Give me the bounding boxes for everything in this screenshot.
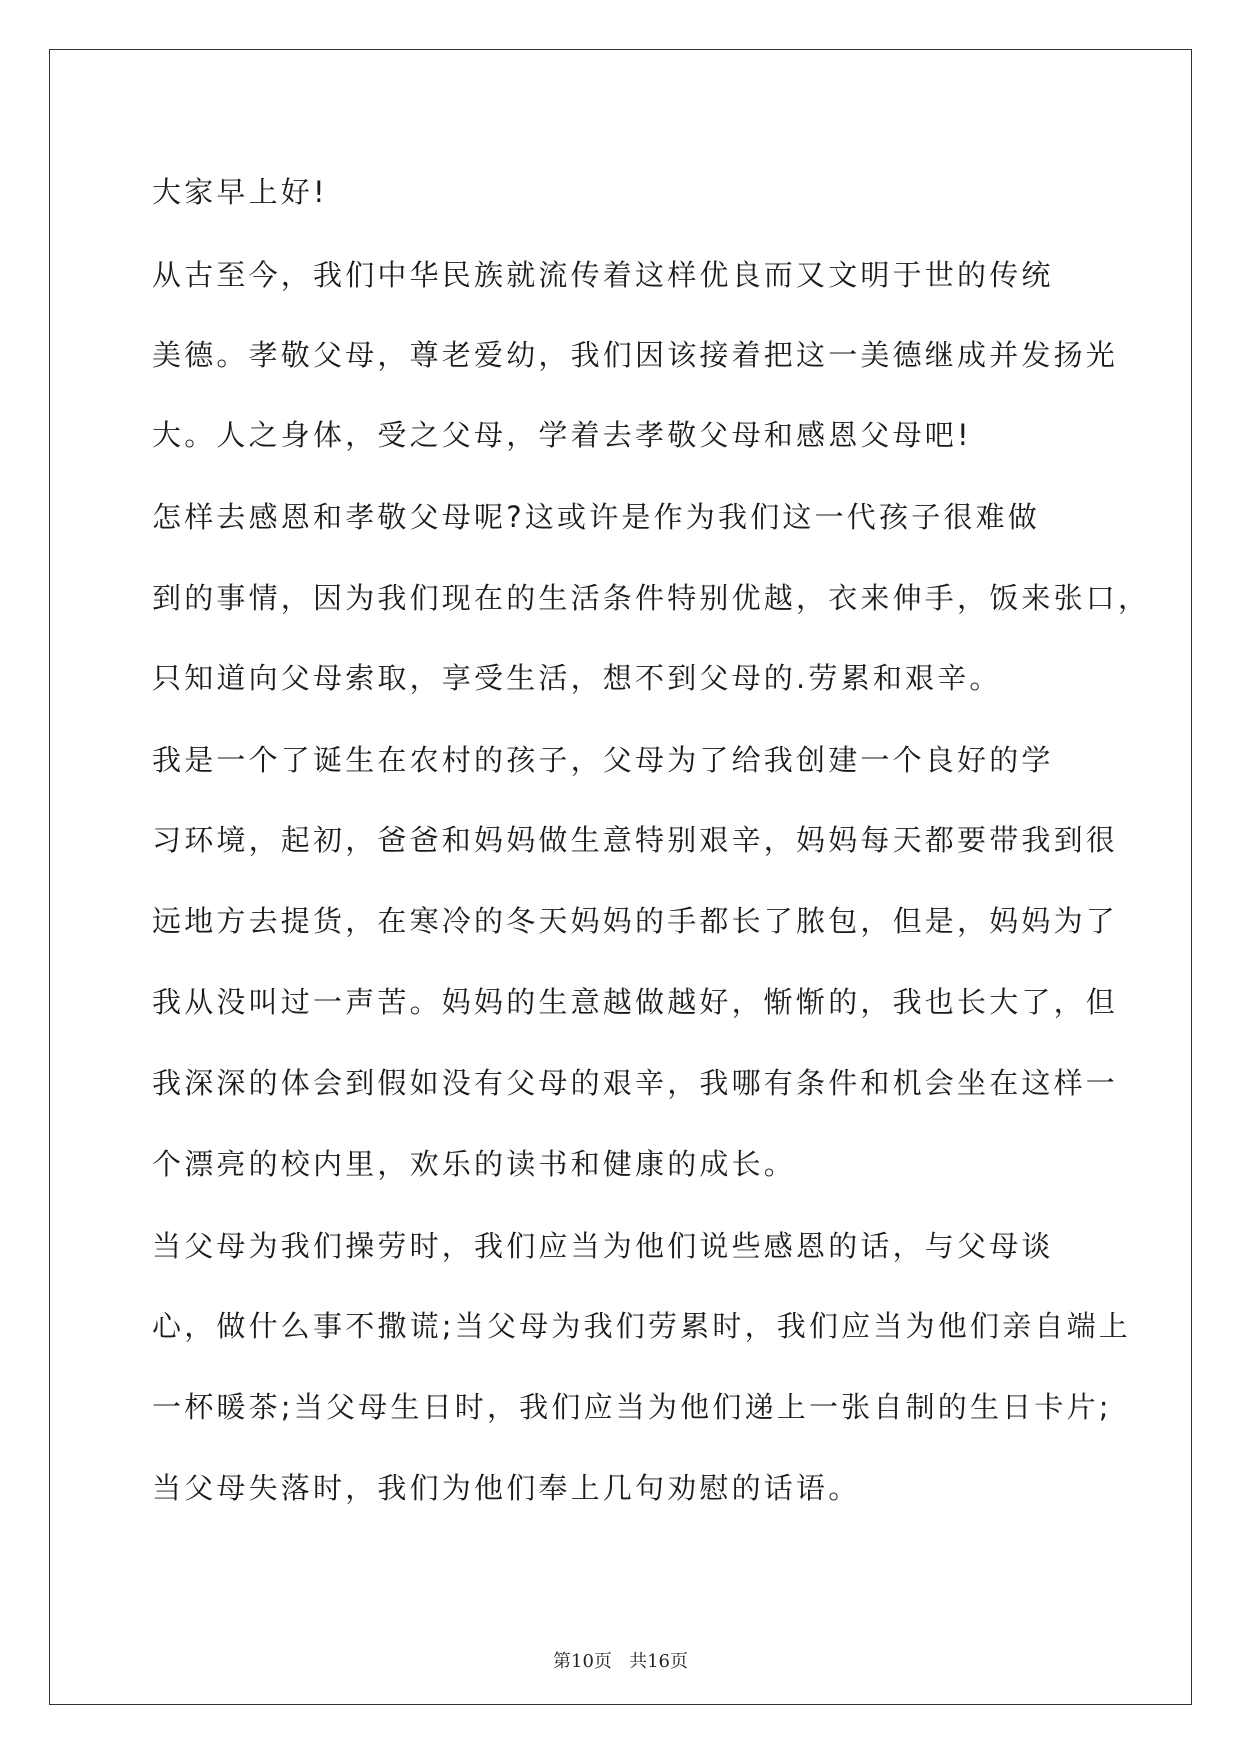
- text-line: 我深深的体会到假如没有父母的艰辛，我哪有条件和机会坐在这样一: [152, 1066, 1119, 1100]
- text-line: 一杯暖茶;当父母生日时，我们应当为他们递上一张自制的生日卡片;: [152, 1390, 1112, 1424]
- text-line: 习环境，起初，爸爸和妈妈做生意特别艰辛，妈妈每天都要带我到很: [152, 823, 1119, 857]
- text-line: 美德。孝敬父母，尊老爱幼，我们因该接着把这一美德继成并发扬光: [152, 338, 1119, 372]
- text-line: 大家早上好!: [152, 175, 328, 209]
- text-line: 我从没叫过一声苦。妈妈的生意越做越好，惭惭的，我也长大了，但: [152, 985, 1119, 1019]
- text-line: 我是一个了诞生在农村的孩子，父母为了给我创建一个良好的学: [152, 743, 1054, 777]
- page-border: [49, 49, 1192, 1705]
- text-line: 从古至今，我们中华民族就流传着这样优良而又文明于世的传统: [152, 258, 1054, 292]
- text-line: 怎样去感恩和孝敬父母呢?这或许是作为我们这一代孩子很难做: [152, 500, 1040, 534]
- text-line: 当父母为我们操劳时，我们应当为他们说些感恩的话，与父母谈: [152, 1229, 1054, 1263]
- text-line: 心，做什么事不撒谎;当父母为我们劳累时，我们应当为他们亲自端上: [152, 1309, 1131, 1343]
- text-line: 个漂亮的校内里，欢乐的读书和健康的成长。: [152, 1147, 797, 1181]
- page-number-footer: 第10页 共16页: [553, 1651, 688, 1672]
- text-line: 到的事情，因为我们现在的生活条件特别优越，衣来伸手，饭来张口，: [152, 581, 1151, 615]
- text-line: 远地方去提货，在寒冷的冬天妈妈的手都长了脓包，但是，妈妈为了: [152, 904, 1119, 938]
- text-line: 当父母失落时，我们为他们奉上几句劝慰的话语。: [152, 1471, 861, 1505]
- text-line: 只知道向父母索取，享受生活，想不到父母的.劳累和艰辛。: [152, 661, 1002, 695]
- text-line: 大。人之身体，受之父母，学着去孝敬父母和感恩父母吧!: [152, 418, 972, 452]
